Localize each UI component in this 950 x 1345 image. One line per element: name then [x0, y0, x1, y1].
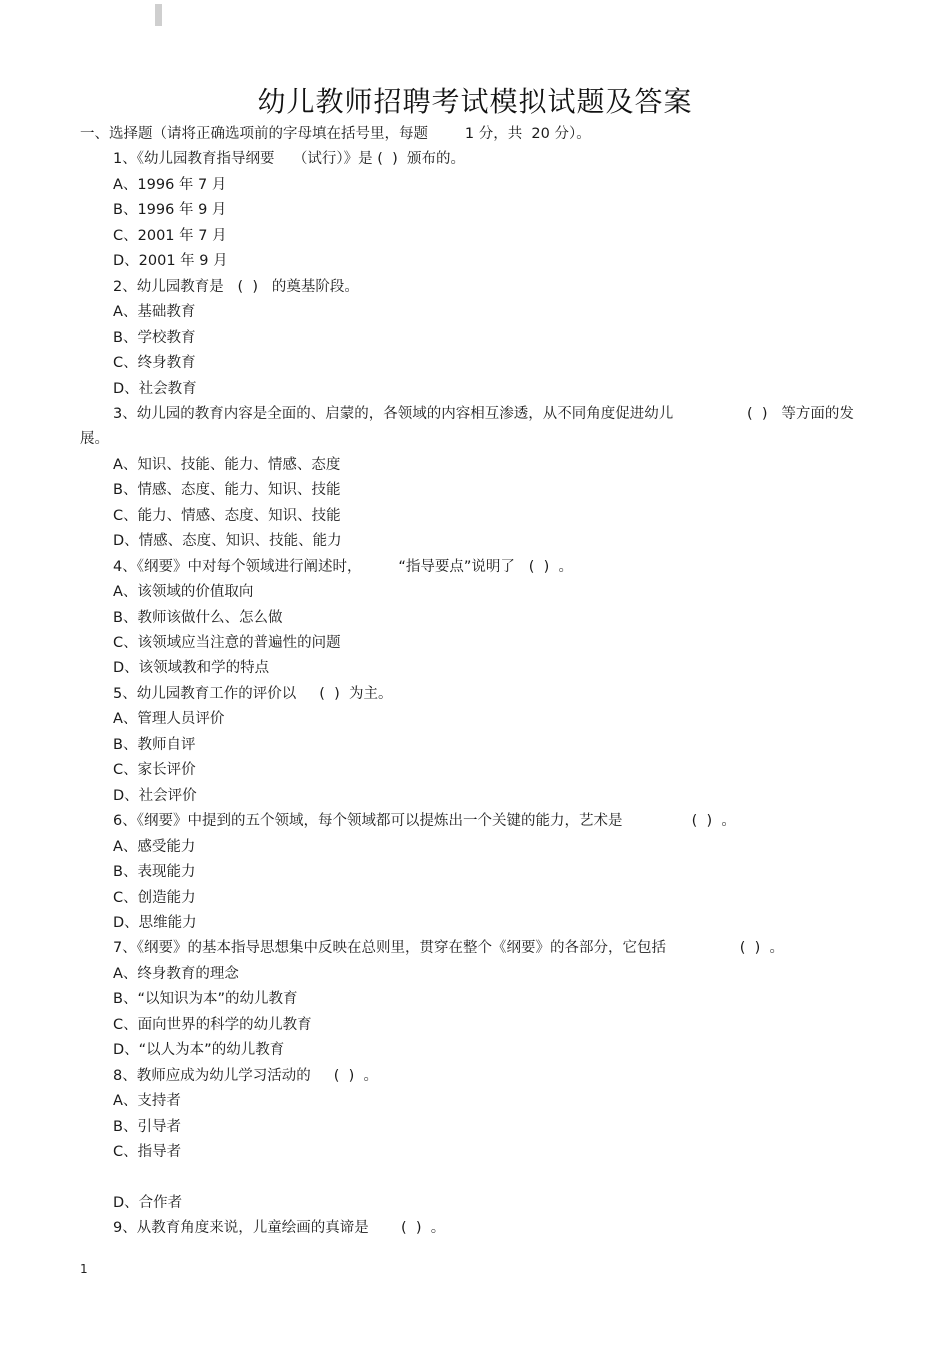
question-line: 3、幼儿园的教育内容是全面的、启蒙的，各领域的内容相互渗透，从不同角度促进幼儿 ( ) 等方面的发	[113, 405, 854, 422]
question-line: 5、幼儿园教育工作的评价以 ( ) 为主。	[113, 685, 393, 702]
option-line: A、感受能力	[113, 838, 196, 855]
option-line: C、终身教育	[113, 355, 196, 371]
option-line: B、1996 年 9 月	[113, 202, 227, 219]
option-line: D、2001 年 9 月	[113, 253, 228, 270]
option-line: A、知识、技能、能力、情感、态度	[113, 456, 341, 473]
option-line: A、支持者	[113, 1093, 181, 1110]
option-line: B、情感、态度、能力、知识、技能	[113, 482, 341, 499]
question-line: 2、幼儿园教育是 ( ) 的奠基阶段。	[113, 278, 359, 295]
option-line: B、教师该做什么、怎么做	[113, 609, 283, 626]
option-line: A、管理人员评价	[113, 711, 225, 728]
document-title: 幼儿教师招聘考试模拟试题及答案	[257, 85, 693, 118]
option-line: A、该领域的价值取向	[113, 584, 254, 601]
option-line: C、家长评价	[113, 762, 196, 779]
option-line: D、情感、态度、知识、技能、能力	[113, 533, 342, 550]
option-line: D、社会评价	[113, 787, 197, 804]
question-line: 6、《纲要》中提到的五个领域，每个领域都可以提炼出一个关键的能力，艺术是 ( ) 。	[113, 813, 736, 830]
option-line: B、表现能力	[113, 864, 196, 881]
page-number: 1	[80, 1262, 88, 1276]
scan-mark	[155, 4, 162, 26]
option-line: A、1996 年 7 月	[113, 176, 227, 193]
option-line: A、终身教育的理念	[113, 965, 239, 982]
option-line: D、合作者	[113, 1194, 183, 1211]
option-line: C、2001 年 7 月	[113, 227, 227, 244]
option-line: D、“以人为本”的幼儿教育	[113, 1042, 285, 1059]
question-line: 7、《纲要》的基本指导思想集中反映在总则里，贯穿在整个《纲要》的各部分，它包括 ( ) 。	[113, 940, 784, 957]
option-line: B、学校教育	[113, 329, 196, 346]
question-line: 1、《幼儿园教育指导纲要 （试行）》是 ( ) 颁布的。	[113, 151, 466, 168]
option-line: D、思维能力	[113, 915, 197, 931]
option-line: D、该领域教和学的特点	[113, 660, 270, 677]
option-line: C、创造能力	[113, 889, 196, 906]
option-line: B、引导者	[113, 1118, 181, 1135]
option-line: B、教师自评	[113, 736, 196, 753]
option-line: C、指导者	[113, 1144, 182, 1160]
question-line: 9、从教育角度来说，儿童绘画的真谛是 ( ) 。	[113, 1220, 446, 1237]
question-line: 4、《纲要》中对每个领域进行阐述时， “指导要点”说明了 ( ) 。	[113, 558, 573, 575]
option-line: D、社会教育	[113, 380, 197, 397]
wrapped-line: 展。	[80, 431, 109, 448]
option-line: A、基础教育	[113, 304, 196, 321]
option-line: B、“以知识为本”的幼儿教育	[113, 991, 298, 1008]
option-line: C、面向世界的科学的幼儿教育	[113, 1016, 312, 1033]
section-heading: 一、选择题（请将正确选项前的字母填在括号里，每题 1 分，共 20 分）。	[80, 126, 591, 142]
question-line: 8、教师应成为幼儿学习活动的 ( ) 。	[113, 1067, 379, 1084]
option-line: C、能力、情感、态度、知识、技能	[113, 507, 341, 524]
option-line: C、该领域应当注意的普遍性的问题	[113, 635, 341, 651]
